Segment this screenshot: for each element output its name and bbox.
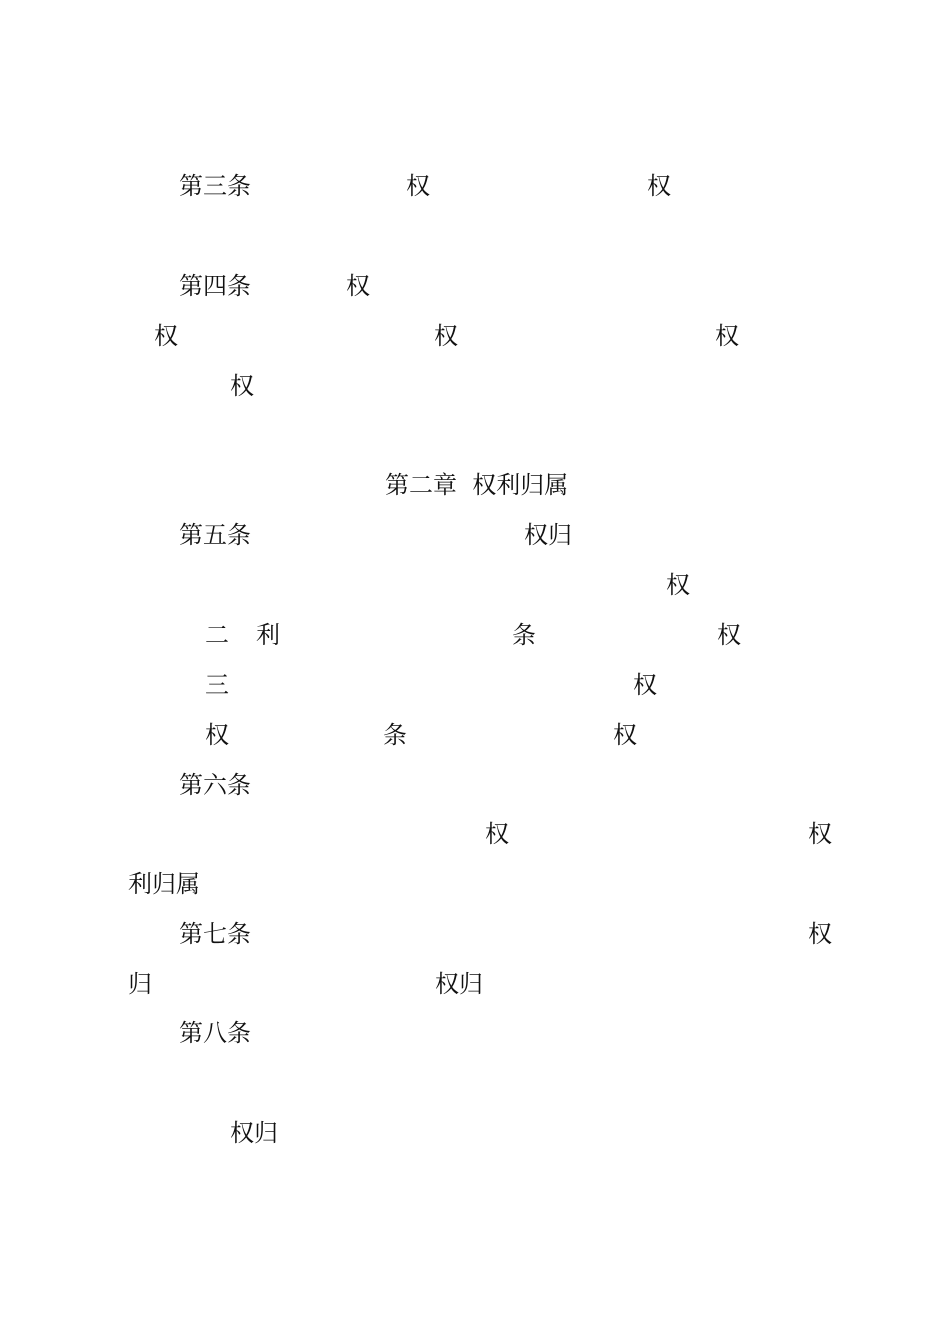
text-fragment: 权 xyxy=(647,172,671,200)
text-fragment: 权 xyxy=(205,721,229,749)
text-fragment: 利 xyxy=(256,621,280,649)
article-5-label: 第五条 xyxy=(179,521,251,549)
text-fragment: 权 xyxy=(633,671,657,699)
text-fragment: 权 xyxy=(808,920,832,948)
item-2-label: 二 xyxy=(205,621,229,649)
text-fragment: 归 xyxy=(128,970,152,998)
text-fragment: 条 xyxy=(512,621,536,649)
chapter-2-heading: 第二章 权利归属 xyxy=(385,471,569,499)
article-3-label: 第三条 xyxy=(179,172,251,200)
text-fragment: 权 xyxy=(434,322,458,350)
text-fragment: 权 xyxy=(346,272,370,300)
item-3-label: 三 xyxy=(205,671,229,699)
text-fragment: 利归属 xyxy=(128,870,200,898)
text-fragment: 权归 xyxy=(435,970,483,998)
text-fragment: 权 xyxy=(613,721,637,749)
article-4-label: 第四条 xyxy=(179,272,251,300)
text-fragment: 权 xyxy=(485,820,509,848)
article-7-label: 第七条 xyxy=(179,920,251,948)
text-fragment: 条 xyxy=(383,721,407,749)
text-fragment: 权归 xyxy=(524,521,572,549)
text-fragment: 权 xyxy=(406,172,430,200)
text-fragment: 权 xyxy=(230,372,254,400)
text-fragment: 权归 xyxy=(230,1119,278,1147)
text-fragment: 权 xyxy=(715,322,739,350)
article-8-label: 第八条 xyxy=(179,1019,251,1047)
article-6-label: 第六条 xyxy=(179,771,251,799)
text-fragment: 权 xyxy=(717,621,741,649)
text-fragment: 权 xyxy=(666,571,690,599)
text-fragment: 权 xyxy=(154,322,178,350)
text-fragment: 权 xyxy=(808,820,832,848)
